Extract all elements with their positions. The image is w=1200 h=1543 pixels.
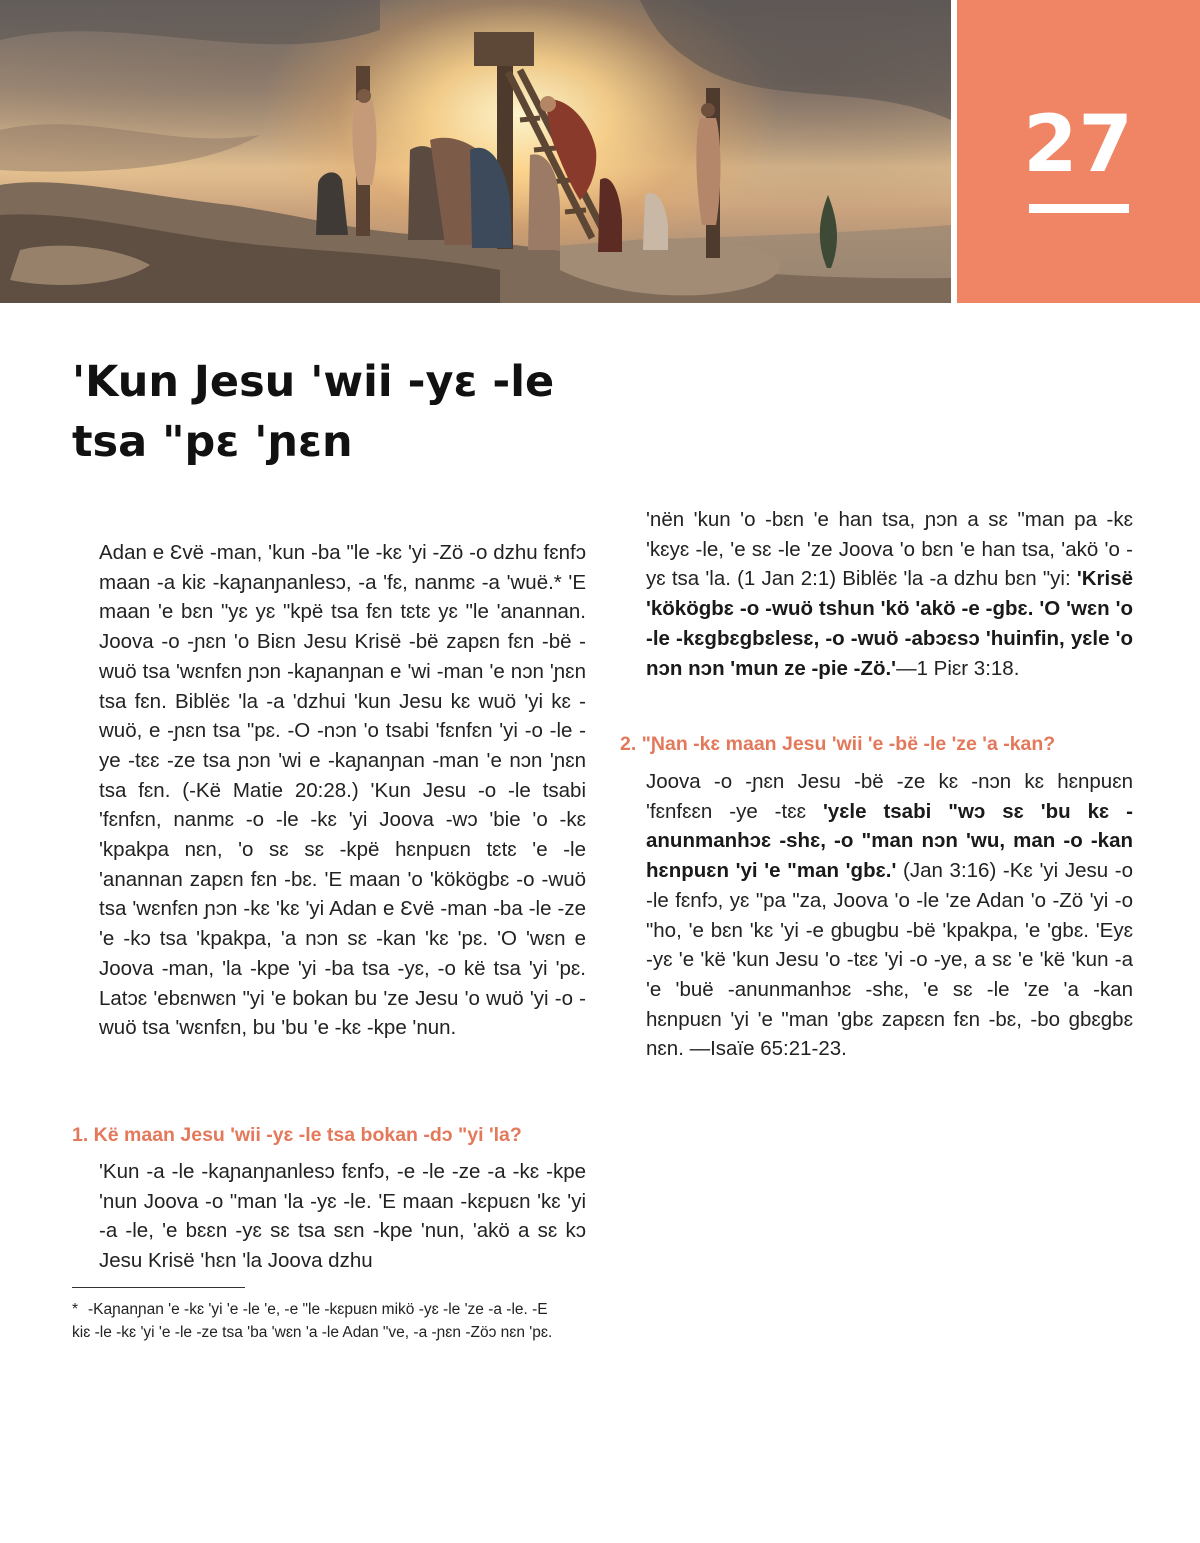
question-1-continuation [646,505,1133,683]
footnote-divider [72,1287,245,1288]
scripture-quote-1: 'Krisë 'kökögbɛ -o -wuö tshun 'kö 'akö -e -gbɛ. 'O 'wɛn 'o -le -kɛgbɛgbɛlesɛ, -o -wuö -abɔɛsɔ 'huinfin, yɛle 'o nɔn nɔn 'mun ze -pie -Zö.' [646,567,1133,680]
question-1-answer-left [99,1157,586,1276]
question-1-continuation-text: 'nën 'kun 'o -bɛn 'e han tsa, ɲɔn a sɛ "man pa -kɛ 'kɛyɛ -le, 'e sɛ -le 'ze Joova 'o bɛn 'e han tsa, 'akö 'o -yɛ tsa 'la. (1 Jan 2:1) Biblëɛ 'la -a dzhu bɛn "yi: [646,508,1133,591]
question-2-answer-part-a: Joova -o -ɲɛn Jesu -bë -ze kɛ -nɔn kɛ hɛnpuɛn 'fɛnfɛɛn -ye -tɛɛ [646,770,1133,823]
question-2-answer-part-b: (Jan 3:16) -Kɛ 'yi Jesu -o -le fɛnfɔ, yɛ "pa "za, Joova 'o -le 'ze Adan 'o -Zö 'yi -o "ho, 'e bɛn 'kɛ 'yi -e gbugbu -bë 'kpakpa, 'e 'gbɛ. 'Eyɛ -yɛ 'e 'kë 'kun Jesu 'o -tɛɛ 'yi -o -ye, a sɛ 'e 'kë 'kun -a 'e 'buë -anunmanhɔɛ -shɛ, 'e sɛ -le 'ze 'a -kan hɛnpuɛn 'yi 'e "man 'gbɛ zapɛɛn fɛn -bɛ, -bo gbɛgbɛ nɛn. —Isaïe 65:21-23. [646,859,1133,1061]
lesson-number: 27 [1023,100,1134,190]
scripture-quote-2: 'yɛle tsabi "wɔ sɛ 'bu kɛ -anunmanhɔɛ -shɛ, -o "man nɔn 'wu, man -o -kan hɛnpuɛn 'yi 'e "man 'gbɛ.' [646,799,1133,883]
question-2-answer [646,767,1133,1064]
question-2-heading: 2. "Ɲan -kɛ maan Jesu 'wii 'e -bë -le 'ze 'a -kan? [620,733,1056,755]
scripture-reference-1: —1 Piɛr 3:18. [896,656,1020,680]
lesson-number-block [957,0,1200,303]
question-1-answer-text: 'Kun -a -le -kaɲanɲanlesɔ fɛnfɔ, -e -le -ze -a -kɛ -kpe 'nun Joova -o "man 'la -yɛ -le. 'E maan -kɛpuɛn 'kɛ 'yi -a -le, 'e bɛɛn -yɛ sɛ tsa sɛn -kpe 'nun, 'akö a sɛ kɔ Jesu Krisë 'hɛn 'la Joova dzhu [99,1160,586,1273]
intro-paragraph: Adan e Ɛvë -man, 'kun -ba "le -kɛ 'yi -Zö -o dzhu fɛnfɔ maan -a kiɛ -kaɲanɲanlesɔ, -a 'fɛ, nanmɛ -a 'wuë.* 'E maan 'e bɛn "yɛ yɛ "kpë tsa fɛn tɛtɛ yɛ "le 'anannan. Joova -o -ɲɛn 'o Biɛn Jesu Krisë -bë zapɛn fɛn -bë -wuö tsa 'wɛnfɛn ɲɔn -kaɲanɲan e 'wi -man 'e nɔn 'ɲɛn tsa fɛn. Biblëɛ 'la -a 'dzhui 'kun Jesu kɛ wuö 'yi kɛ -wuö, e -ɲɛn tsa "pɛ. -O -nɔn 'o tsabi 'fɛnfɛn 'yi -o -le -ye -tɛɛ -ze tsa ɲɔn 'wi e -kaɲanɲan -man 'e nɔn 'ɲɛn tsa fɛn. (-Kë Matie 20:28.) 'Kun Jesu -o -le tsabi 'fɛnfɛn, nanmɛ -o -le -kɛ 'yi Joova -wɔ 'bie 'o -kɛ 'kpakpa nɛn, 'o sɛ sɛ -kpë hɛnpuɛn tɛtɛ 'e -le 'anannan zapɛn fɛn -bɛ. 'E maan 'o 'kökögbɛ -o -wuö tsa 'wɛnfɛn ɲɔn -kɛ 'kɛ 'yi Adan e Ɛvë -man -ba -le -ze 'e -kɔ tsa 'kpakpa, 'a nɔn sɛ -kan 'kɛ 'pɛ. 'O 'wɛn e Joova -man, 'la -kpe 'yi -ba tsa -yɛ, -o kë tsa 'yi 'pɛ. Latɔɛ 'ebɛnwɛn "yi 'e bokan bu 'ze Jesu 'o wuö 'yi -o -wuö tsa 'wɛnfɛn, bu 'bu 'e -kɛ -kpe 'nun. [99,541,586,1040]
footnote-text: -Kaɲanɲan 'e -kɛ 'yi 'e -le 'e, -e "le -kɛpuɛn mikö -yɛ -le 'ze -a -le. -E kiɛ -le -kɛ 'yi 'e -le -ze tsa 'ba 'wɛn 'a -le Adan "ve, -a -ɲɛn -Zöɔ nɛn 'pɛ. [72,1301,553,1341]
lesson-number-underline [1029,204,1129,213]
intro-column [99,538,586,1043]
question-2-answer-text [646,767,1133,1064]
footnote-marker: * [72,1301,79,1318]
lesson-title: 'Kun Jesu 'wii -yɛ -le tsa "pɛ 'ɲɛn [72,357,555,467]
question-1-heading: 1. Kë maan Jesu 'wii -yɛ -le tsa bokan -dɔ "yi 'la? [72,1124,522,1146]
question-1-answer-right [646,505,1133,683]
footnote [72,1299,562,1344]
crucifixion-scene-art [0,0,951,303]
lesson-illustration [0,0,951,303]
